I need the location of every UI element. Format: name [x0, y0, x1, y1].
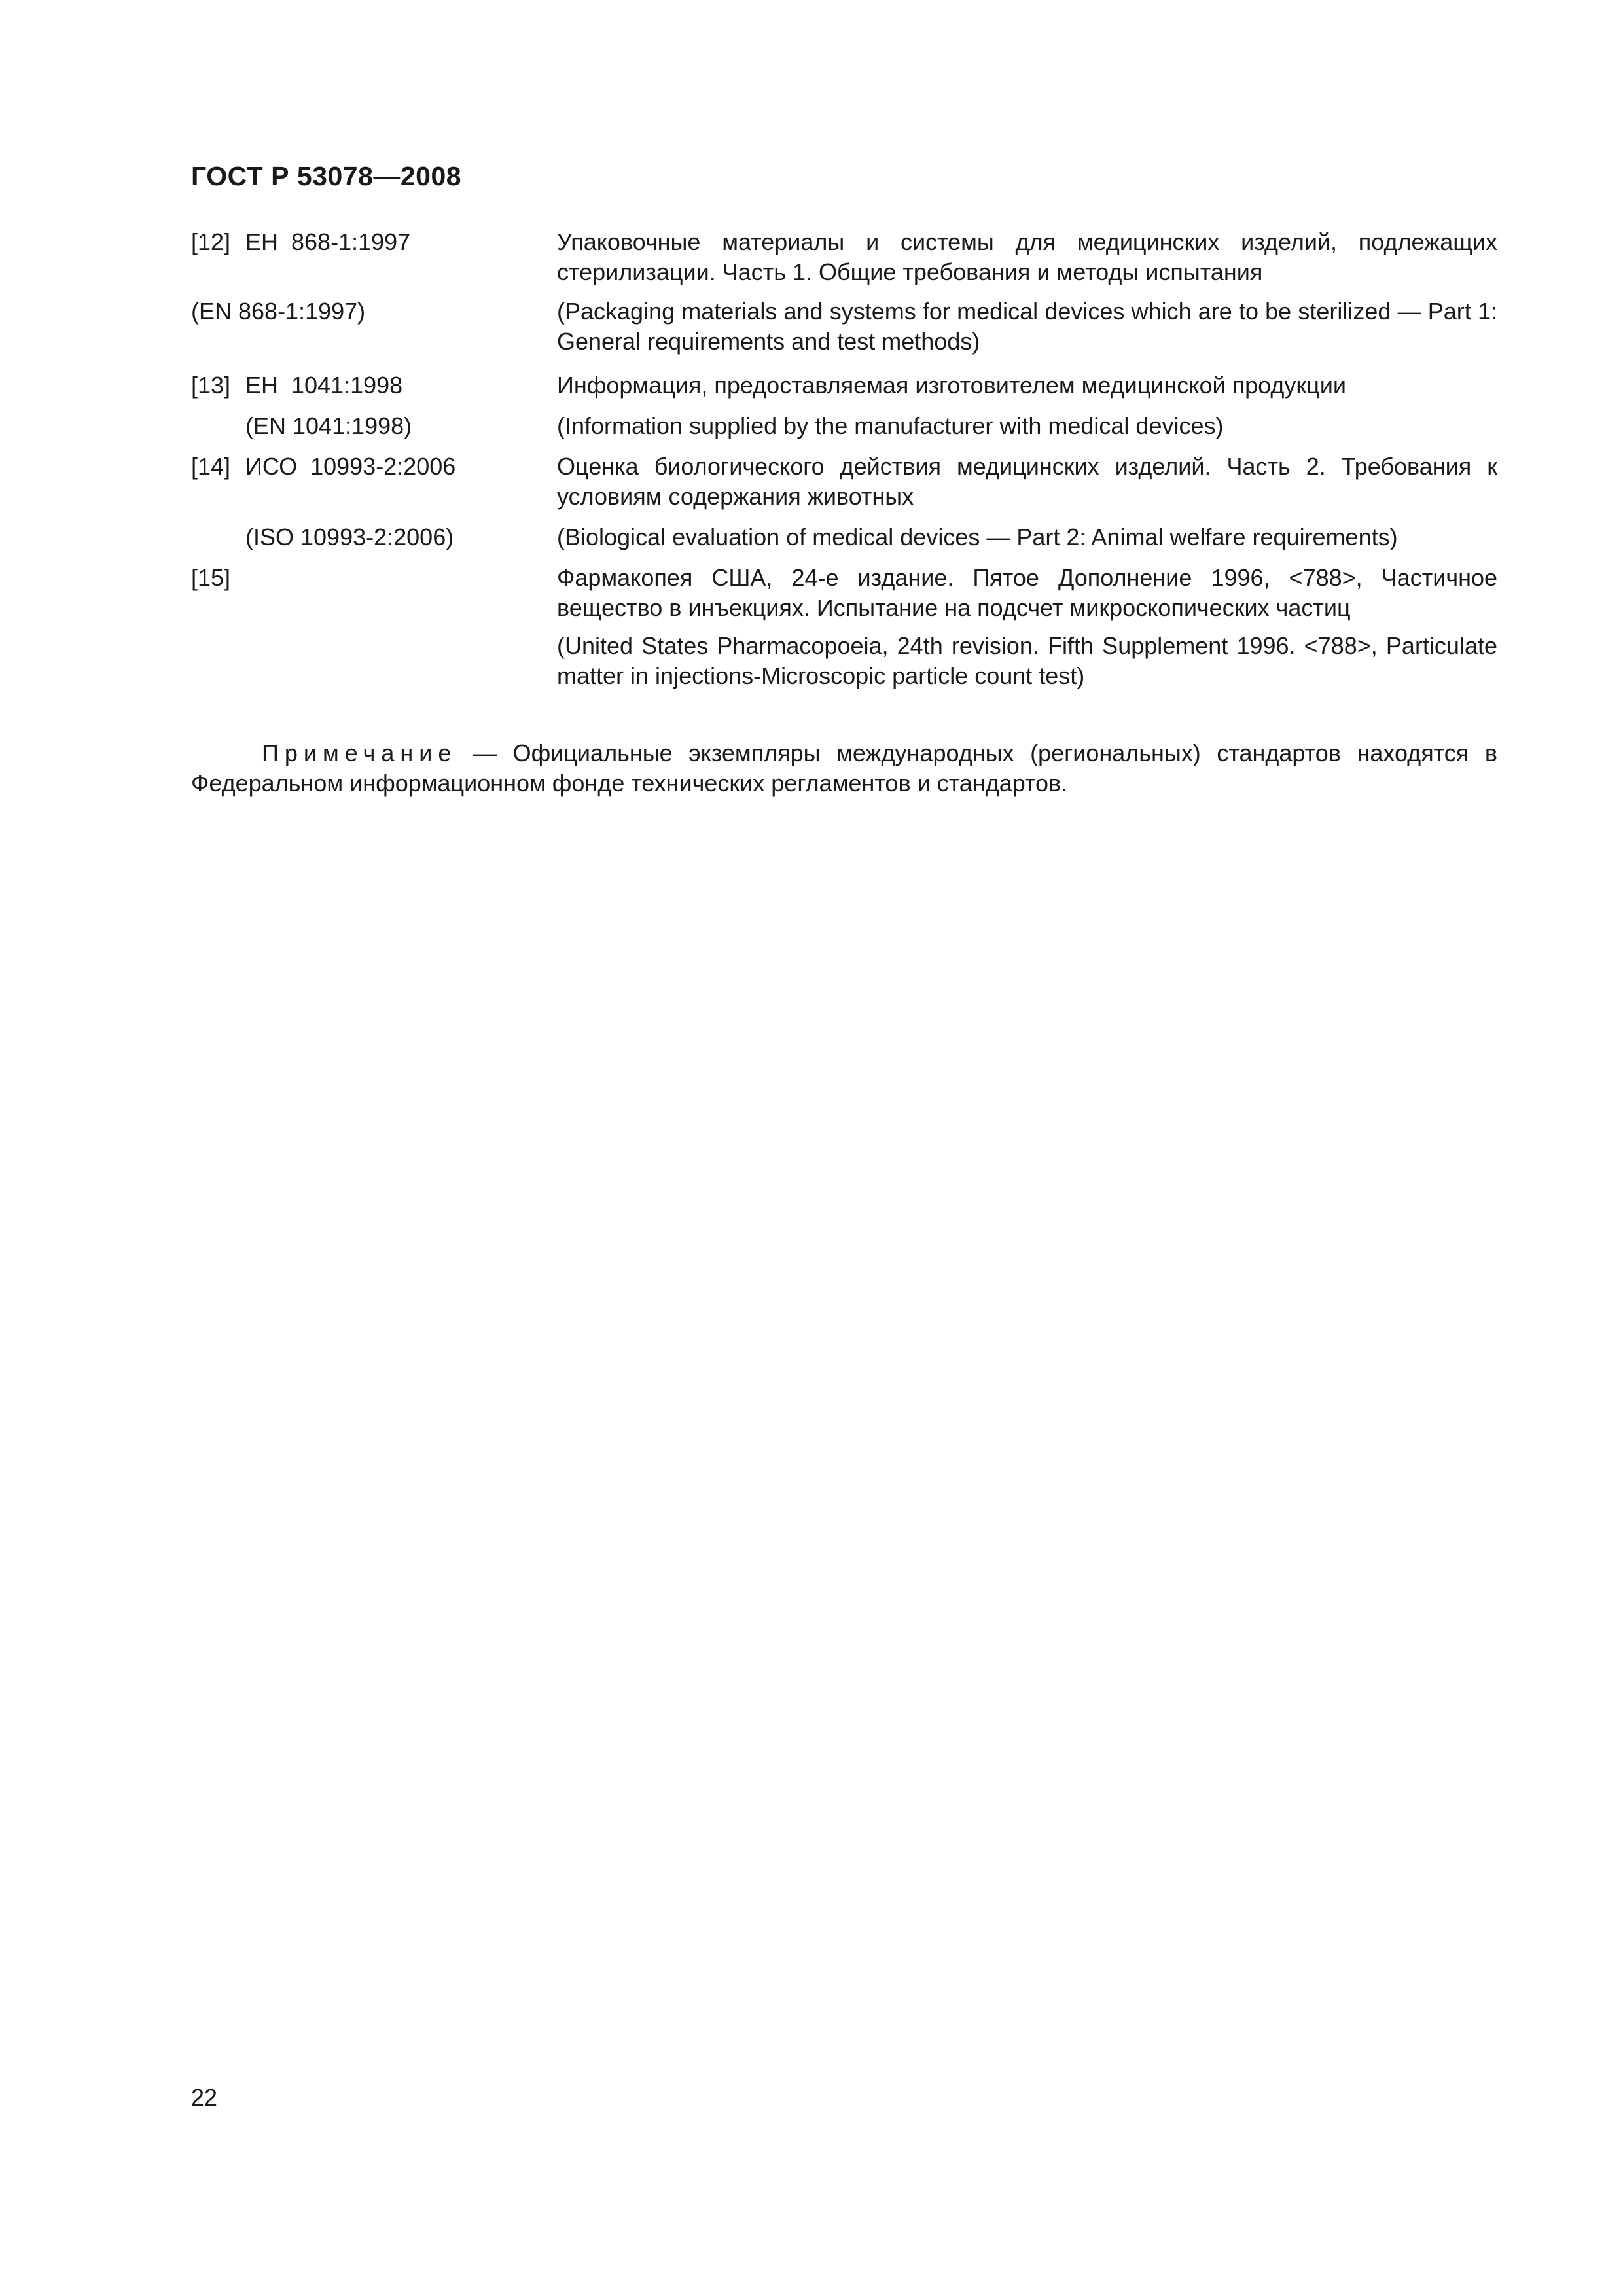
- bibliography-entry: [191, 522, 1497, 563]
- bibliography-entry: [191, 296, 1497, 370]
- entry-number: [12]: [191, 228, 231, 255]
- document-code-header: ГОСТ Р 53078—2008: [191, 161, 462, 191]
- bibliography-list: [191, 227, 1497, 699]
- entry-number: [13]: [191, 372, 231, 399]
- entry-identifier: [191, 411, 599, 441]
- entry-identifier: [191, 452, 544, 482]
- note-paragraph: [191, 738, 1497, 798]
- entry-description: Информация, предоставляемая изготовителем медицинской продукции: [557, 372, 1346, 399]
- entry-description: Оценка биологического действия медицинских изделий. Часть 2. Требования к условиям содержания животных: [557, 453, 1497, 510]
- entry-description: (United States Pharmacopoeia, 24th revision. Fifth Supplement 1996. <788>, Particulate matter in injections-Microscopic particle count test): [557, 632, 1497, 689]
- entry-description: (Biological evaluation of medical devices — Part 2: Animal welfare requirements): [557, 524, 1398, 550]
- entry-description: (Packaging materials and systems for medical devices which are to be sterilized — Part 1: General requirements and test methods): [557, 298, 1497, 355]
- entry-number: [14]: [191, 453, 231, 480]
- bibliography-entry: [191, 452, 1497, 522]
- entry-code: (EN 1041:1998): [245, 412, 412, 439]
- bibliography-entry: [191, 563, 1497, 631]
- entry-identifier: [191, 296, 544, 327]
- entry-identifier: [191, 522, 599, 552]
- entry-code: ЕН 1041:1998: [245, 372, 403, 399]
- entry-identifier: [191, 563, 544, 593]
- entry-identifier: [191, 370, 544, 401]
- note-label: Примечание: [262, 740, 457, 766]
- entry-identifier: [191, 227, 544, 257]
- entry-code: ИСО 10993-2:2006: [245, 453, 456, 480]
- entry-code: (EN 868-1:1997): [191, 298, 366, 325]
- bibliography-entry: [191, 631, 1497, 699]
- entry-number: [15]: [191, 564, 231, 591]
- entry-description: Упаковочные материалы и системы для медицинских изделий, подлежащих стерилизации. Часть 1. Общие требования и методы испытания: [557, 228, 1497, 285]
- page-number: 22: [191, 2084, 218, 2111]
- note-text: — Официальные экземпляры международных (региональных) стандартов находятся в Федеральном информационном фонде технических регламентов и стандартов.: [191, 740, 1497, 797]
- bibliography-entry: [191, 227, 1497, 296]
- entry-code: (ISO 10993-2:2006): [245, 524, 454, 550]
- entry-description: (Information supplied by the manufacturer with medical devices): [557, 412, 1224, 439]
- bibliography-entry: [191, 411, 1497, 452]
- bibliography-entry: [191, 370, 1497, 411]
- entry-description: Фармакопея США, 24-е издание. Пятое Дополнение 1996, <788>, Частичное вещество в инъекциях. Испытание на подсчет микроскопических частиц: [557, 564, 1497, 621]
- entry-code: ЕН 868-1:1997: [245, 228, 411, 255]
